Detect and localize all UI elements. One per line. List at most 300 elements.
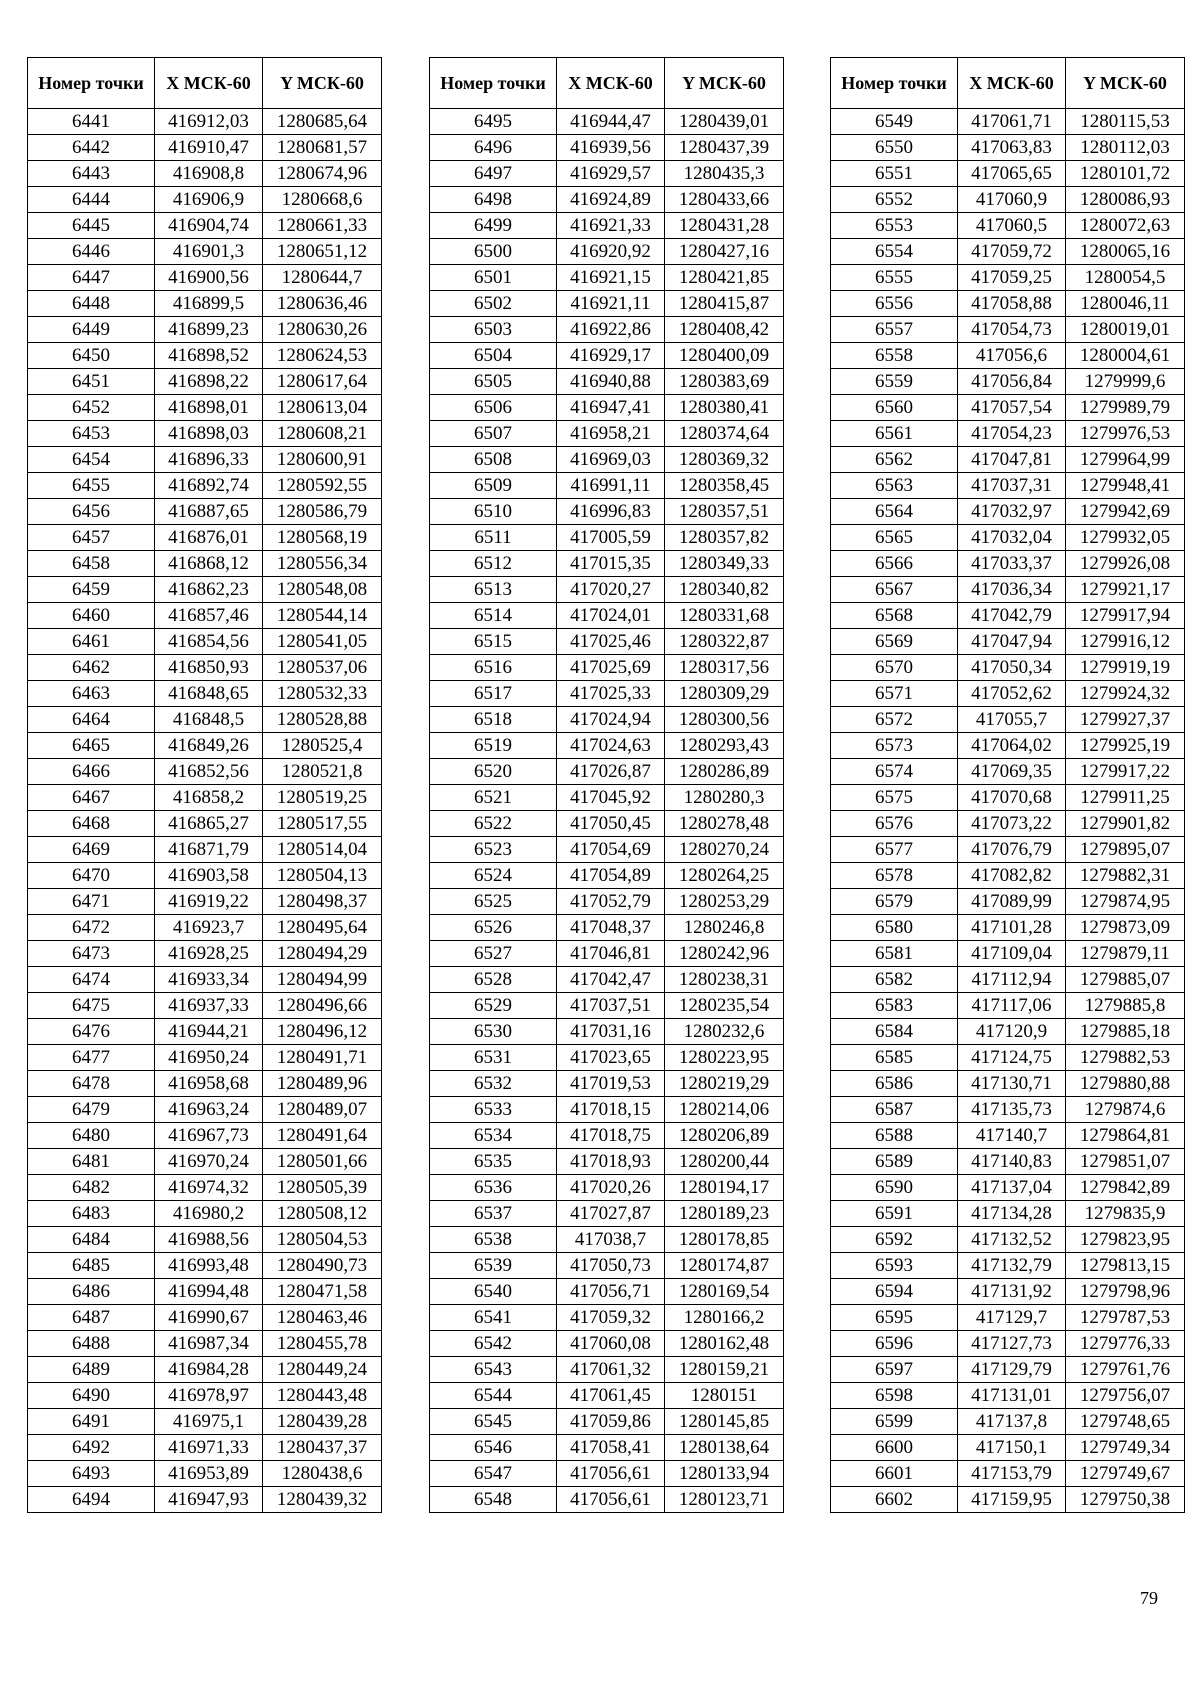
table-row (831, 1149, 1185, 1175)
y-coordinate-cell: 1280415,87 (665, 291, 784, 317)
table-row (28, 967, 382, 993)
x-coordinate-cell: 416903,58 (155, 863, 263, 889)
table-row (831, 655, 1185, 681)
point-number-cell: 6485 (28, 1253, 155, 1279)
point-number-cell: 6551 (831, 161, 958, 187)
table-row (430, 889, 784, 915)
point-number-cell: 6527 (430, 941, 557, 967)
y-coordinate-cell: 1280309,29 (665, 681, 784, 707)
point-number-cell: 6508 (430, 447, 557, 473)
y-coordinate-cell: 1279750,38 (1066, 1487, 1185, 1513)
x-coordinate-cell: 416865,27 (155, 811, 263, 837)
point-number-cell: 6452 (28, 395, 155, 421)
point-number-cell: 6448 (28, 291, 155, 317)
point-number-cell: 6465 (28, 733, 155, 759)
x-coordinate-cell: 417061,71 (958, 109, 1066, 135)
point-number-cell: 6506 (430, 395, 557, 421)
point-number-cell: 6557 (831, 317, 958, 343)
y-coordinate-cell: 1280630,26 (263, 317, 382, 343)
x-coordinate-cell: 416852,56 (155, 759, 263, 785)
table-row (28, 109, 382, 135)
y-coordinate-cell: 1280178,85 (665, 1227, 784, 1253)
table-row (430, 395, 784, 421)
y-coordinate-cell: 1280278,48 (665, 811, 784, 837)
point-number-cell: 6477 (28, 1045, 155, 1071)
y-coordinate-cell: 1280541,05 (263, 629, 382, 655)
table-row (831, 551, 1185, 577)
y-coordinate-cell: 1279823,95 (1066, 1227, 1185, 1253)
y-coordinate-cell: 1280300,56 (665, 707, 784, 733)
x-coordinate-cell: 417059,86 (557, 1409, 665, 1435)
x-coordinate-cell: 416862,23 (155, 577, 263, 603)
y-coordinate-cell: 1280496,66 (263, 993, 382, 1019)
x-coordinate-cell: 417015,35 (557, 551, 665, 577)
point-number-cell: 6579 (831, 889, 958, 915)
table-row (28, 733, 382, 759)
table-row (430, 135, 784, 161)
x-coordinate-cell: 416899,5 (155, 291, 263, 317)
x-coordinate-cell: 417159,95 (958, 1487, 1066, 1513)
y-coordinate-cell: 1279989,79 (1066, 395, 1185, 421)
point-number-cell: 6493 (28, 1461, 155, 1487)
y-coordinate-cell: 1280046,11 (1066, 291, 1185, 317)
y-coordinate-cell: 1280463,46 (263, 1305, 382, 1331)
table-row (28, 1331, 382, 1357)
y-coordinate-cell: 1280101,72 (1066, 161, 1185, 187)
table-row (28, 187, 382, 213)
point-number-cell: 6441 (28, 109, 155, 135)
y-coordinate-cell: 1280169,54 (665, 1279, 784, 1305)
y-coordinate-cell: 1279864,81 (1066, 1123, 1185, 1149)
point-number-cell: 6575 (831, 785, 958, 811)
table-row (28, 239, 382, 265)
y-coordinate-cell: 1280586,79 (263, 499, 382, 525)
point-number-cell: 6528 (430, 967, 557, 993)
x-coordinate-cell: 416871,79 (155, 837, 263, 863)
y-coordinate-cell: 1280133,94 (665, 1461, 784, 1487)
point-number-cell: 6487 (28, 1305, 155, 1331)
y-coordinate-cell: 1280145,85 (665, 1409, 784, 1435)
point-number-cell: 6444 (28, 187, 155, 213)
header-x: X МСК-60 (557, 58, 665, 109)
y-coordinate-cell: 1280004,61 (1066, 343, 1185, 369)
x-coordinate-cell: 417060,9 (958, 187, 1066, 213)
table-row (430, 655, 784, 681)
point-number-cell: 6600 (831, 1435, 958, 1461)
y-coordinate-cell: 1280681,57 (263, 135, 382, 161)
point-number-cell: 6488 (28, 1331, 155, 1357)
point-number-cell: 6522 (430, 811, 557, 837)
table-row (28, 1019, 382, 1045)
x-coordinate-cell: 417026,87 (557, 759, 665, 785)
x-coordinate-cell: 416921,11 (557, 291, 665, 317)
y-coordinate-cell: 1280232,6 (665, 1019, 784, 1045)
x-coordinate-cell: 417047,81 (958, 447, 1066, 473)
point-number-cell: 6534 (430, 1123, 557, 1149)
table-row (28, 811, 382, 837)
y-coordinate-cell: 1279885,07 (1066, 967, 1185, 993)
x-coordinate-cell: 416988,56 (155, 1227, 263, 1253)
table-row (831, 1279, 1185, 1305)
table-row (831, 499, 1185, 525)
x-coordinate-cell: 417124,75 (958, 1045, 1066, 1071)
y-coordinate-cell: 1280504,13 (263, 863, 382, 889)
y-coordinate-cell: 1280253,29 (665, 889, 784, 915)
x-coordinate-cell: 416990,67 (155, 1305, 263, 1331)
table-row (831, 291, 1185, 317)
y-coordinate-cell: 1279756,07 (1066, 1383, 1185, 1409)
table-row (831, 421, 1185, 447)
table-row (430, 317, 784, 343)
y-coordinate-cell: 1280322,87 (665, 629, 784, 655)
point-number-cell: 6482 (28, 1175, 155, 1201)
point-number-cell: 6469 (28, 837, 155, 863)
point-number-cell: 6560 (831, 395, 958, 421)
point-number-cell: 6517 (430, 681, 557, 707)
table-row (831, 733, 1185, 759)
point-number-cell: 6596 (831, 1331, 958, 1357)
point-number-cell: 6530 (430, 1019, 557, 1045)
x-coordinate-cell: 416984,28 (155, 1357, 263, 1383)
x-coordinate-cell: 416850,93 (155, 655, 263, 681)
y-coordinate-cell: 1280501,66 (263, 1149, 382, 1175)
y-coordinate-cell: 1280286,89 (665, 759, 784, 785)
x-coordinate-cell: 416920,92 (557, 239, 665, 265)
point-number-cell: 6450 (28, 343, 155, 369)
table-row (28, 291, 382, 317)
header-point-number: Номер точки (430, 58, 557, 109)
table-row (430, 915, 784, 941)
x-coordinate-cell: 417024,94 (557, 707, 665, 733)
y-coordinate-cell: 1280489,96 (263, 1071, 382, 1097)
y-coordinate-cell: 1280439,01 (665, 109, 784, 135)
y-coordinate-cell: 1279787,53 (1066, 1305, 1185, 1331)
y-coordinate-cell: 1280490,73 (263, 1253, 382, 1279)
y-coordinate-cell: 1279873,09 (1066, 915, 1185, 941)
table-row (831, 811, 1185, 837)
point-number-cell: 6550 (831, 135, 958, 161)
x-coordinate-cell: 416898,01 (155, 395, 263, 421)
x-coordinate-cell: 417073,22 (958, 811, 1066, 837)
point-number-cell: 6458 (28, 551, 155, 577)
y-coordinate-cell: 1279901,82 (1066, 811, 1185, 837)
table-row (28, 1253, 382, 1279)
point-number-cell: 6537 (430, 1201, 557, 1227)
point-number-cell: 6599 (831, 1409, 958, 1435)
table-row (831, 239, 1185, 265)
point-number-cell: 6602 (831, 1487, 958, 1513)
y-coordinate-cell: 1280624,53 (263, 343, 382, 369)
point-number-cell: 6586 (831, 1071, 958, 1097)
table-row (831, 759, 1185, 785)
x-coordinate-cell: 416940,88 (557, 369, 665, 395)
point-number-cell: 6597 (831, 1357, 958, 1383)
point-number-cell: 6564 (831, 499, 958, 525)
x-coordinate-cell: 416970,24 (155, 1149, 263, 1175)
point-number-cell: 6535 (430, 1149, 557, 1175)
x-coordinate-cell: 417135,73 (958, 1097, 1066, 1123)
y-coordinate-cell: 1280435,3 (665, 161, 784, 187)
point-number-cell: 6483 (28, 1201, 155, 1227)
table-row (430, 941, 784, 967)
y-coordinate-cell: 1280264,25 (665, 863, 784, 889)
x-coordinate-cell: 416994,48 (155, 1279, 263, 1305)
y-coordinate-cell: 1280433,66 (665, 187, 784, 213)
x-coordinate-cell: 417064,02 (958, 733, 1066, 759)
y-coordinate-cell: 1280246,8 (665, 915, 784, 941)
x-coordinate-cell: 416939,56 (557, 135, 665, 161)
point-number-cell: 6581 (831, 941, 958, 967)
point-number-cell: 6514 (430, 603, 557, 629)
point-number-cell: 6548 (430, 1487, 557, 1513)
table-row (430, 1435, 784, 1461)
table-row (831, 1253, 1185, 1279)
point-number-cell: 6481 (28, 1149, 155, 1175)
x-coordinate-cell: 417131,01 (958, 1383, 1066, 1409)
table-row (28, 889, 382, 915)
table-row (28, 863, 382, 889)
point-number-cell: 6549 (831, 109, 958, 135)
point-number-cell: 6461 (28, 629, 155, 655)
y-coordinate-cell: 1279749,67 (1066, 1461, 1185, 1487)
point-number-cell: 6499 (430, 213, 557, 239)
table-row (28, 1487, 382, 1513)
y-coordinate-cell: 1280528,88 (263, 707, 382, 733)
table-row (28, 1357, 382, 1383)
point-number-cell: 6558 (831, 343, 958, 369)
point-number-cell: 6590 (831, 1175, 958, 1201)
point-number-cell: 6498 (430, 187, 557, 213)
point-number-cell: 6504 (430, 343, 557, 369)
point-number-cell: 6509 (430, 473, 557, 499)
point-number-cell: 6584 (831, 1019, 958, 1045)
x-coordinate-cell: 417059,72 (958, 239, 1066, 265)
point-number-cell: 6489 (28, 1357, 155, 1383)
table-row (430, 733, 784, 759)
point-number-cell: 6544 (430, 1383, 557, 1409)
y-coordinate-cell: 1280651,12 (263, 239, 382, 265)
point-number-cell: 6484 (28, 1227, 155, 1253)
table-row (831, 161, 1185, 187)
point-number-cell: 6456 (28, 499, 155, 525)
y-coordinate-cell: 1279882,31 (1066, 863, 1185, 889)
y-coordinate-cell: 1280674,96 (263, 161, 382, 187)
y-coordinate-cell: 1280072,63 (1066, 213, 1185, 239)
x-coordinate-cell: 417054,89 (557, 863, 665, 889)
x-coordinate-cell: 416898,52 (155, 343, 263, 369)
y-coordinate-cell: 1280358,45 (665, 473, 784, 499)
x-coordinate-cell: 417050,45 (557, 811, 665, 837)
y-coordinate-cell: 1280491,71 (263, 1045, 382, 1071)
coordinates-table-2 (429, 57, 784, 1513)
x-coordinate-cell: 416906,9 (155, 187, 263, 213)
table-row (430, 447, 784, 473)
point-number-cell: 6601 (831, 1461, 958, 1487)
point-number-cell: 6471 (28, 889, 155, 915)
x-coordinate-cell: 417129,79 (958, 1357, 1066, 1383)
point-number-cell: 6591 (831, 1201, 958, 1227)
y-coordinate-cell: 1280235,54 (665, 993, 784, 1019)
table-row (831, 265, 1185, 291)
table-row (831, 1227, 1185, 1253)
x-coordinate-cell: 416937,33 (155, 993, 263, 1019)
x-coordinate-cell: 416899,23 (155, 317, 263, 343)
table-row (28, 473, 382, 499)
point-number-cell: 6494 (28, 1487, 155, 1513)
table-row (28, 1227, 382, 1253)
table-row (831, 1331, 1185, 1357)
x-coordinate-cell: 417045,92 (557, 785, 665, 811)
y-coordinate-cell: 1280431,28 (665, 213, 784, 239)
table-row (28, 499, 382, 525)
point-number-cell: 6478 (28, 1071, 155, 1097)
table-row (430, 1487, 784, 1513)
table-row (28, 1149, 382, 1175)
x-coordinate-cell: 416924,89 (557, 187, 665, 213)
point-number-cell: 6570 (831, 655, 958, 681)
point-number-cell: 6515 (430, 629, 557, 655)
table-row (831, 369, 1185, 395)
y-coordinate-cell: 1279916,12 (1066, 629, 1185, 655)
y-coordinate-cell: 1280317,56 (665, 655, 784, 681)
table-row (430, 1305, 784, 1331)
table-row (831, 525, 1185, 551)
x-coordinate-cell: 417054,23 (958, 421, 1066, 447)
y-coordinate-cell: 1280505,39 (263, 1175, 382, 1201)
table-row (831, 1175, 1185, 1201)
x-coordinate-cell: 417027,87 (557, 1201, 665, 1227)
point-number-cell: 6542 (430, 1331, 557, 1357)
y-coordinate-cell: 1280408,42 (665, 317, 784, 343)
y-coordinate-cell: 1280138,64 (665, 1435, 784, 1461)
point-number-cell: 6475 (28, 993, 155, 1019)
x-coordinate-cell: 417024,01 (557, 603, 665, 629)
y-coordinate-cell: 1280636,46 (263, 291, 382, 317)
y-coordinate-cell: 1280556,34 (263, 551, 382, 577)
x-coordinate-cell: 417065,65 (958, 161, 1066, 187)
point-number-cell: 6495 (430, 109, 557, 135)
x-coordinate-cell: 417058,41 (557, 1435, 665, 1461)
table-row (28, 551, 382, 577)
point-number-cell: 6547 (430, 1461, 557, 1487)
point-number-cell: 6447 (28, 265, 155, 291)
y-coordinate-cell: 1279921,17 (1066, 577, 1185, 603)
y-coordinate-cell: 1280427,16 (665, 239, 784, 265)
x-coordinate-cell: 417052,62 (958, 681, 1066, 707)
x-coordinate-cell: 416944,47 (557, 109, 665, 135)
x-coordinate-cell: 417023,65 (557, 1045, 665, 1071)
y-coordinate-cell: 1280508,12 (263, 1201, 382, 1227)
x-coordinate-cell: 416849,26 (155, 733, 263, 759)
table-row (28, 1305, 382, 1331)
x-coordinate-cell: 417117,06 (958, 993, 1066, 1019)
table-row (831, 473, 1185, 499)
y-coordinate-cell: 1279748,65 (1066, 1409, 1185, 1435)
x-coordinate-cell: 416921,15 (557, 265, 665, 291)
table-row (430, 499, 784, 525)
table-row (430, 187, 784, 213)
table-row (831, 135, 1185, 161)
table-row (28, 681, 382, 707)
x-coordinate-cell: 417058,88 (958, 291, 1066, 317)
coordinates-table-3 (830, 57, 1185, 1513)
point-number-cell: 6559 (831, 369, 958, 395)
point-number-cell: 6582 (831, 967, 958, 993)
point-number-cell: 6531 (430, 1045, 557, 1071)
y-coordinate-cell: 1279919,19 (1066, 655, 1185, 681)
y-coordinate-cell: 1280496,12 (263, 1019, 382, 1045)
x-coordinate-cell: 416887,65 (155, 499, 263, 525)
point-number-cell: 6491 (28, 1409, 155, 1435)
x-coordinate-cell: 416923,7 (155, 915, 263, 941)
table-row (28, 395, 382, 421)
table-row (28, 421, 382, 447)
table-row (430, 759, 784, 785)
table-row (28, 837, 382, 863)
table-row (430, 577, 784, 603)
table-row (28, 343, 382, 369)
x-coordinate-cell: 416953,89 (155, 1461, 263, 1487)
x-coordinate-cell: 417020,27 (557, 577, 665, 603)
y-coordinate-cell: 1279761,76 (1066, 1357, 1185, 1383)
table-row (831, 785, 1185, 811)
y-coordinate-cell: 1279885,18 (1066, 1019, 1185, 1045)
point-number-cell: 6455 (28, 473, 155, 499)
point-number-cell: 6523 (430, 837, 557, 863)
x-coordinate-cell: 416950,24 (155, 1045, 263, 1071)
y-coordinate-cell: 1280495,64 (263, 915, 382, 941)
y-coordinate-cell: 1280661,33 (263, 213, 382, 239)
y-coordinate-cell: 1280548,08 (263, 577, 382, 603)
header-point-number: Номер точки (831, 58, 958, 109)
y-coordinate-cell: 1280380,41 (665, 395, 784, 421)
y-coordinate-cell: 1280189,23 (665, 1201, 784, 1227)
point-number-cell: 6454 (28, 447, 155, 473)
point-number-cell: 6577 (831, 837, 958, 863)
table-row (28, 447, 382, 473)
page-number: 79 (1140, 1588, 1158, 1608)
table-row (831, 1435, 1185, 1461)
y-coordinate-cell: 1280617,64 (263, 369, 382, 395)
point-number-cell: 6473 (28, 941, 155, 967)
point-number-cell: 6540 (430, 1279, 557, 1305)
y-coordinate-cell: 1280019,01 (1066, 317, 1185, 343)
y-coordinate-cell: 1280439,32 (263, 1487, 382, 1513)
table-row (430, 1097, 784, 1123)
x-coordinate-cell: 417054,69 (557, 837, 665, 863)
x-coordinate-cell: 417059,32 (557, 1305, 665, 1331)
x-coordinate-cell: 417037,31 (958, 473, 1066, 499)
x-coordinate-cell: 416996,83 (557, 499, 665, 525)
point-number-cell: 6460 (28, 603, 155, 629)
y-coordinate-cell: 1280219,29 (665, 1071, 784, 1097)
x-coordinate-cell: 416908,8 (155, 161, 263, 187)
x-coordinate-cell: 416969,03 (557, 447, 665, 473)
table-row (831, 863, 1185, 889)
x-coordinate-cell: 417131,92 (958, 1279, 1066, 1305)
point-number-cell: 6585 (831, 1045, 958, 1071)
table-row (831, 993, 1185, 1019)
table-row (430, 369, 784, 395)
table-row (430, 239, 784, 265)
x-coordinate-cell: 417061,45 (557, 1383, 665, 1409)
x-coordinate-cell: 417057,54 (958, 395, 1066, 421)
table-row (28, 265, 382, 291)
table-row (430, 161, 784, 187)
y-coordinate-cell: 1280437,39 (665, 135, 784, 161)
y-coordinate-cell: 1280086,93 (1066, 187, 1185, 213)
y-coordinate-cell: 1280112,03 (1066, 135, 1185, 161)
